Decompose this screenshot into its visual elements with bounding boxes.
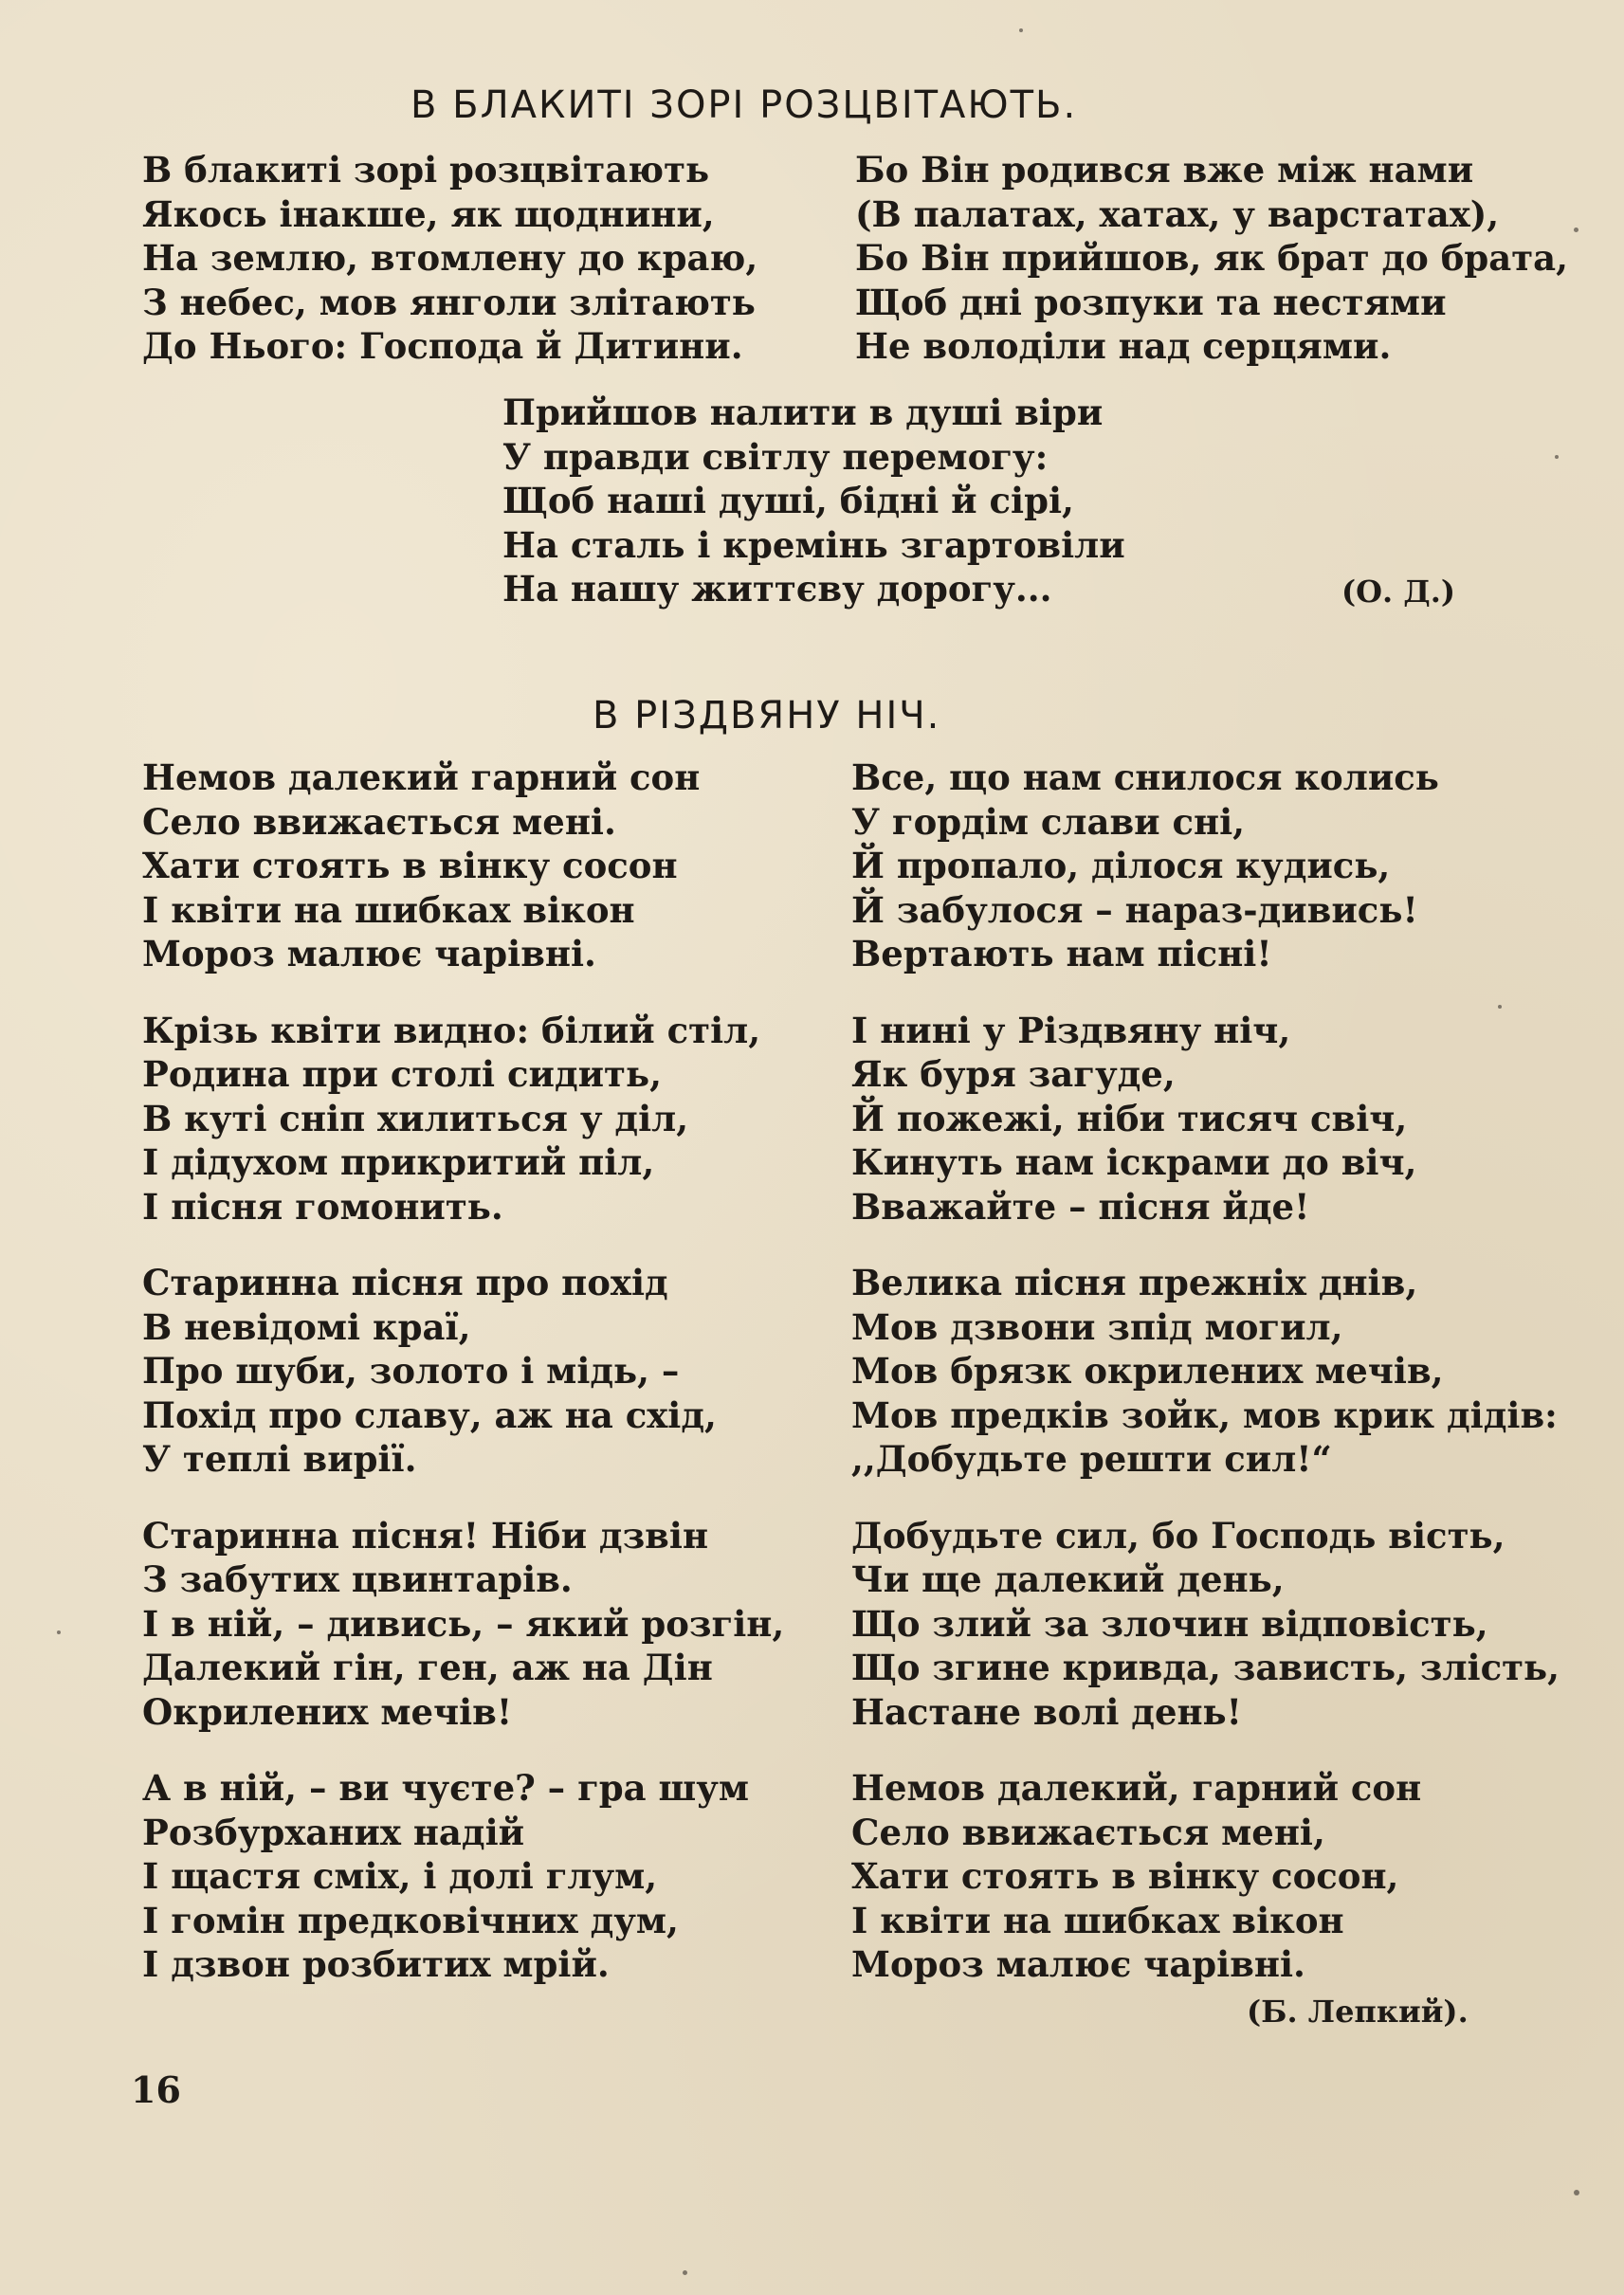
paper-speck <box>1019 28 1023 32</box>
poem-line: Все, що нам снилося колись <box>851 756 1439 798</box>
paper-speck <box>1555 455 1559 459</box>
poem-line: У гордім слави сні, <box>851 800 1246 843</box>
page-number: 16 <box>131 2068 181 2111</box>
poem-line: Вертають нам пісні! <box>851 933 1272 974</box>
stanza <box>851 1514 1560 1735</box>
poem-line: Й забулося – нараз-дивись! <box>851 888 1418 931</box>
poem-line: Що злий за злочин відповість, <box>851 1602 1488 1645</box>
stanza <box>851 1261 1560 1482</box>
poem1-title: В БЛАКИТІ ЗОРІ РОЗЦВІТАЮТЬ. <box>411 83 1078 127</box>
poem1-attribution: (О. Д.) <box>1341 574 1456 610</box>
poem-line: (В палатах, хатах, у варстатах), <box>855 192 1500 235</box>
poem-line: Мороз малює чарівні. <box>142 933 596 974</box>
poem-line: І дзвон розбитих мрій. <box>142 1943 610 1985</box>
poem-line: Про шуби, золото і мідь, – <box>142 1350 680 1392</box>
poem-line: З небес, мов янголи злітають <box>142 281 756 323</box>
poem-line: І щастя сміх, і долі глум, <box>142 1855 658 1897</box>
poem2-title: В РІЗДВЯНУ НІЧ. <box>593 694 941 738</box>
paper-speck <box>1574 2190 1579 2195</box>
poem-line: На землю, втомлену до краю, <box>142 237 758 279</box>
poem-line: Прийшов налити в душі віри <box>502 392 1104 433</box>
poem-line: Старинна пісня про похід <box>142 1262 668 1303</box>
poem-line: Хати стоять в вінку сосон, <box>851 1855 1399 1897</box>
poem-line: Й пропало, ділося кудись, <box>851 845 1391 886</box>
poem-line: Окрилених мечів! <box>142 1690 513 1733</box>
poem-line: Мов брязк окрилених мечів, <box>851 1350 1444 1392</box>
poem-line: Що згине кривда, зависть, злість, <box>851 1647 1560 1688</box>
poem-line: І квіти на шибках вікон <box>142 888 635 931</box>
poem-line: Родина при столі сидить, <box>142 1053 662 1095</box>
poem-line: На нашу життєву дорогу... <box>502 568 1052 610</box>
poem1-center-column <box>502 391 1125 611</box>
poem-line: Настане волі день! <box>851 1690 1242 1733</box>
poem2-right-column <box>851 756 1560 1987</box>
stanza <box>142 756 784 976</box>
poem2-left-column <box>142 756 784 1987</box>
poem-line: Щоб дні розпуки та нестями <box>855 281 1447 323</box>
poem-line: І гомін предковічних дум, <box>142 1899 679 1941</box>
poem-line: Добудьте сил, бо Господь вість, <box>851 1514 1505 1557</box>
poem-line: В невідомі краї, <box>142 1305 471 1348</box>
stanza <box>142 1261 784 1482</box>
poem-line: Хати стоять в вінку сосон <box>142 845 678 886</box>
poem-line: Похід про славу, аж на схід, <box>142 1393 717 1436</box>
poem-line: І в ній, – дивись, – який розгін, <box>142 1602 785 1645</box>
poem-line: Вважайте – пісня йде! <box>851 1185 1310 1228</box>
poem-line: Й пожежі, ніби тисяч свіч, <box>851 1097 1408 1139</box>
poem-line: В блакиті зорі розцвітають <box>142 149 710 191</box>
poem-line: Мов предків зойк, мов крик дідів: <box>851 1393 1558 1436</box>
poem-line: Кинуть нам іскрами до віч, <box>851 1141 1417 1183</box>
poem-line: І квіти на шибках вікон <box>851 1899 1344 1941</box>
stanza <box>142 1766 784 1987</box>
poem-line: Немов далекий, гарний сон <box>851 1767 1422 1809</box>
stanza <box>142 1009 784 1229</box>
poem-line: Бо Він родився вже між нами <box>855 149 1474 191</box>
poem-line: Не володіли над серцями. <box>855 325 1392 367</box>
stanza <box>142 1514 784 1735</box>
poem-line: Мов дзвони зпід могил, <box>851 1305 1343 1348</box>
poem-line: Немов далекий гарний сон <box>142 756 701 798</box>
poem-line: Розбурханих надій <box>142 1811 525 1853</box>
poem-line: І пісня гомонить. <box>142 1185 503 1228</box>
poem-line: А в ній, – ви чуєте? – гра шум <box>142 1767 750 1809</box>
poem-line: До Нього: Господа й Дитини. <box>142 325 743 367</box>
paper-speck <box>1574 228 1578 232</box>
poem-line: Село ввижається мені. <box>142 800 616 843</box>
poem-line: У теплі вирії. <box>142 1438 417 1480</box>
paper-speck <box>683 2270 687 2275</box>
poem1-left-column <box>142 148 757 369</box>
poem-line: На сталь і кремінь згартовіли <box>502 523 1125 566</box>
poem-line: З забутих цвинтарів. <box>142 1558 573 1600</box>
poem-line: І нині у Різдвяну ніч, <box>851 1009 1291 1051</box>
poem-line: Крізь квіти видно: білий стіл, <box>142 1009 761 1051</box>
poem-line: Бо Він прийшов, як брат до брата, <box>855 237 1569 279</box>
poem-line: Як буря загуде, <box>851 1053 1176 1095</box>
poem-line: Якось інакше, як щоднини, <box>142 192 715 235</box>
poem-line: Старинна пісня! Ніби дзвін <box>142 1514 709 1557</box>
poem1-right-column <box>855 148 1568 369</box>
poem-line: Село ввижається мені, <box>851 1811 1325 1853</box>
paper-speck <box>1498 1005 1502 1009</box>
stanza <box>851 756 1560 976</box>
stanza <box>851 1009 1560 1229</box>
poem-line: В куті сніп хилиться у діл, <box>142 1097 689 1139</box>
paper-speck <box>57 1630 61 1634</box>
poem-line: Мороз малює чарівні. <box>851 1943 1305 1985</box>
poem-line: Далекий гін, ген, аж на Дін <box>142 1647 713 1688</box>
poem-line: Щоб наші душі, бідні й сірі, <box>502 480 1074 521</box>
poem-line: Велика пісня прежніх днів, <box>851 1262 1418 1303</box>
poem-line: І дідухом прикритий піл, <box>142 1141 655 1183</box>
poem-line: ,,Добудьте решти сил!“ <box>851 1438 1332 1480</box>
poem-line: Чи ще далекий день, <box>851 1558 1285 1600</box>
poem2-attribution: (Б. Лепкий). <box>1247 1994 1469 2030</box>
poem-line: У правди світлу перемогу: <box>502 435 1049 478</box>
stanza <box>851 1766 1560 1987</box>
